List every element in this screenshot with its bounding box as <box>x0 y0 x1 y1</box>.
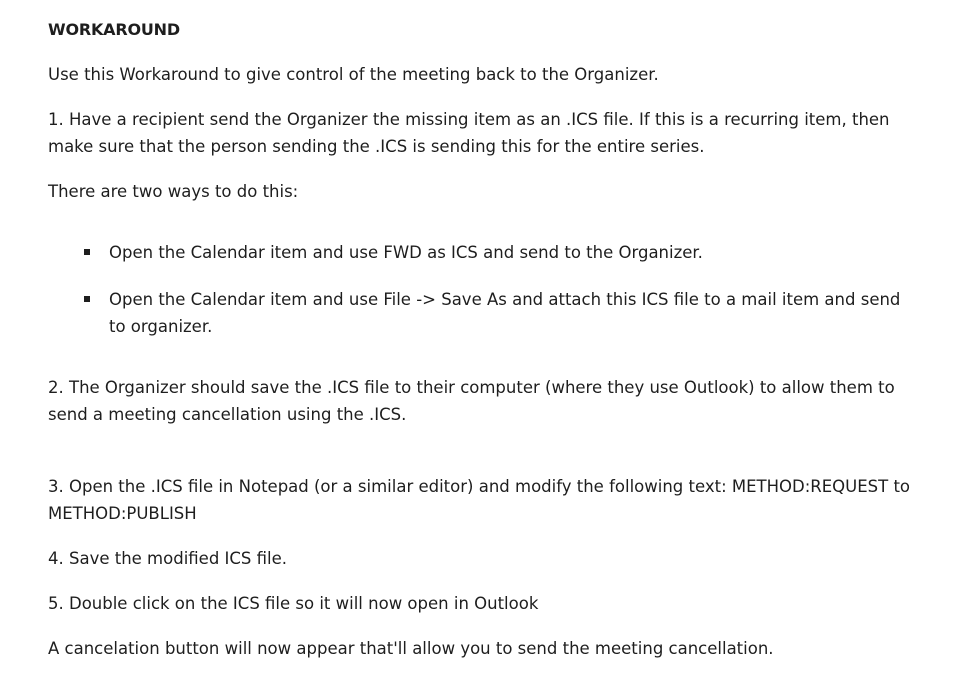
bullet-icon <box>84 296 90 302</box>
section-heading: WORKAROUND <box>48 20 180 39</box>
list-item-text: Open the Calendar item and use FWD as ICS and send to the Organizer. <box>109 243 703 262</box>
list-item <box>109 286 909 340</box>
step-1-paragraph: 1. Have a recipient send the Organizer the missing item as an .ICS file. If this is a recurring item, then make sure that the person sending the .ICS is sending this for the entire series. <box>48 110 890 156</box>
list-item-text: Open the Calendar item and use File -> Save As and attach this ICS file to a mail item and send to organizer. <box>109 290 901 336</box>
step-2-paragraph: 2. The Organizer should save the .ICS file to their computer (where they use Outlook) to allow them to send a meeting cancellation using the .ICS. <box>48 378 895 424</box>
step-4-paragraph: 4. Save the modified ICS file. <box>48 549 288 568</box>
bullet-icon <box>84 249 90 255</box>
step-5-paragraph: 5. Double click on the ICS file so it will now open in Outlook <box>48 594 539 613</box>
closing-paragraph: A cancelation button will now appear that'll allow you to send the meeting cancellation. <box>48 639 774 658</box>
list-item <box>109 239 909 266</box>
intro-paragraph: Use this Workaround to give control of the meeting back to the Organizer. <box>48 65 659 84</box>
ways-intro-paragraph: There are two ways to do this: <box>48 182 299 201</box>
step-3-paragraph: 3. Open the .ICS file in Notepad (or a similar editor) and modify the following text: METHOD:REQUEST to METHOD:PUBLISH <box>48 477 911 523</box>
